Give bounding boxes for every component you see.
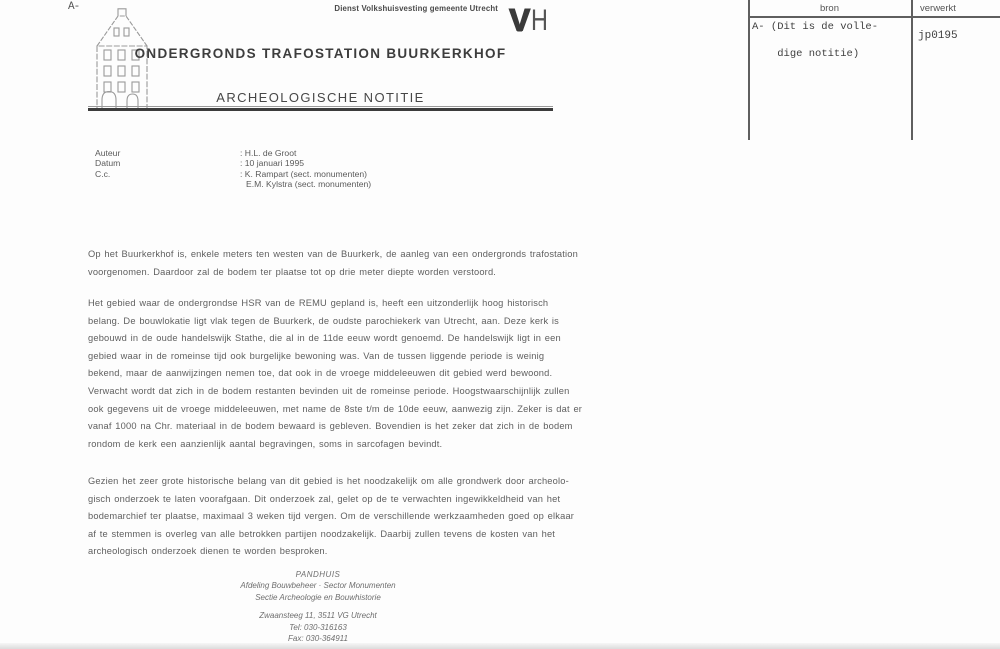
bron-note-line2: dige notitie) [777,48,860,60]
meta-label: Auteur [95,148,121,158]
vh-logo-v-icon: V [509,2,531,38]
body-text-line: vanaf 1000 na Chr. materiaal in de bodem bewaard is gebleven. Bovendien is het zeker dat zich in de bodem [88,421,573,432]
body-text-line: bekend, maar de aanwijzingen nemen toe, dat ook in de vroege middeleeuwen dit gebied werd bewoond. [88,368,553,379]
meta-row-cc [95,169,371,179]
body-text-line: belang. De bouwlokatie ligt vlak tegen de Buurkerk, de oudste parochiekerk van Utrecht, aan. Deze kerk is [88,315,560,326]
body-paragraph-2 [88,295,583,453]
body-paragraph-3 [88,473,575,561]
meta-value: : H.L. de Groot [240,148,297,158]
body-text-line: bodemarchief ter plaatse, maximaal 3 weken tijd vergen. Om de verschillende werkzaamheden goed op elkaar [88,511,575,522]
body-text-line: rondom de kerk een aanzienlijk aantal begravingen, soms in sarcofagen bevindt. [88,438,443,449]
verwerkt-code: jp0195 [918,30,958,42]
stamp-table-left-border [748,0,750,140]
vh-logo [509,4,553,38]
stamp-col-bron-header: bron [819,3,839,14]
vh-logo-h-icon: H [531,4,549,37]
meta-value: : K. Rampart (sect. monumenten) [240,168,368,179]
agency-name: Dienst Volkshuisvesting gemeente Utrecht [334,4,498,13]
letter-footer [168,569,468,644]
footer-section: Sectie Archeologie en Bouwhistorie [255,592,381,602]
stamp-table-column-divider [911,0,913,140]
bron-typed-note [752,21,878,62]
body-text-line: af te stemmen is overleg van alle betrokken partijen noodzakelijk. Daarbij zullen tevens de kosten van het [88,528,556,539]
meta-label [95,179,240,189]
stamp-table-header-rule [748,16,1000,18]
body-text-line: gebouwd in de oude handelswijk Stathe, die al in de 11de eeuw wordt genoemd. De handelswijk ligt in een [88,333,561,344]
header-rule [88,108,553,111]
scan-edge-shadow [0,643,1000,649]
body-text-line: gisch onderzoek te laten voorafgaan. Dit onderzoek zal, gelet op de te verwachten ingewikkeldheid van het [88,493,561,504]
meta-value: : 10 januari 1995 [240,158,305,169]
document-meta [95,148,371,190]
body-text-line: ook gegevens uit de vroege middeleeuwen, met name de 8ste t/m de 10de eeuw, aanwezig zijn. Zeker is dat er [88,403,583,414]
document-title: ONDERGRONDS TRAFOSTATION BUURKERKHOF [134,46,507,61]
corner-annotation: A- [68,1,80,13]
meta-row-cc2 [95,179,371,189]
footer-fax: Fax: 030-364911 [288,634,348,644]
body-text-line: archeologisch onderzoek dienen te worden besproken. [88,546,328,557]
header-rule-thin [88,106,553,107]
footer-dept: Afdeling Bouwbeheer · Sector Monumenten [240,581,396,591]
bron-note-line1: A- (Dit is de volle- [752,21,879,33]
meta-label: Datum [95,158,121,169]
body-text-line: Op het Buurkerkhof is, enkele meters ten westen van de Buurkerk, de aanleg van een ondergronds trafostation [88,249,578,259]
document-subtitle: ARCHEOLOGISCHE NOTITIE [202,90,439,109]
footer-address: Zwaansteeg 11, 3511 VG Utrecht [259,611,377,621]
body-text-line: Het gebied waar de ondergrondse HSR van de REMU gepland is, heeft een uitzonderlijk hoog historisch [88,298,549,308]
meta-row-datum [95,158,371,168]
footer-tel: Tel: 030-316163 [289,622,347,632]
stamp-col-verwerkt-header: verwerkt [920,3,956,14]
footer-spacer [168,603,468,610]
meta-label: C.c. [95,168,111,179]
body-text-line: gebied waar in de romeinse tijd ook burgelijke bewoning was. Van de tussen liggende periode is weinig [88,350,545,361]
meta-row-auteur [95,148,371,158]
meta-value: E.M. Kylstra (sect. monumenten) [246,179,372,190]
footer-org: PANDHUIS [295,570,341,579]
body-paragraph-1 [88,246,578,281]
body-text-line: Verwacht wordt dat zich in de bodem restanten bevinden uit de romeinse periode. Hoogstwaarschijnlijk zullen [88,385,570,396]
body-text-line: Gezien het zeer grote historische belang van dit gebied is het noodzakelijk om alle grondwerk door archeolo- [88,476,569,486]
body-text-line: voorgenomen. Daardoor zal de bodem ter plaatse tot op drie meter diepte worden verstoord. [88,266,497,277]
